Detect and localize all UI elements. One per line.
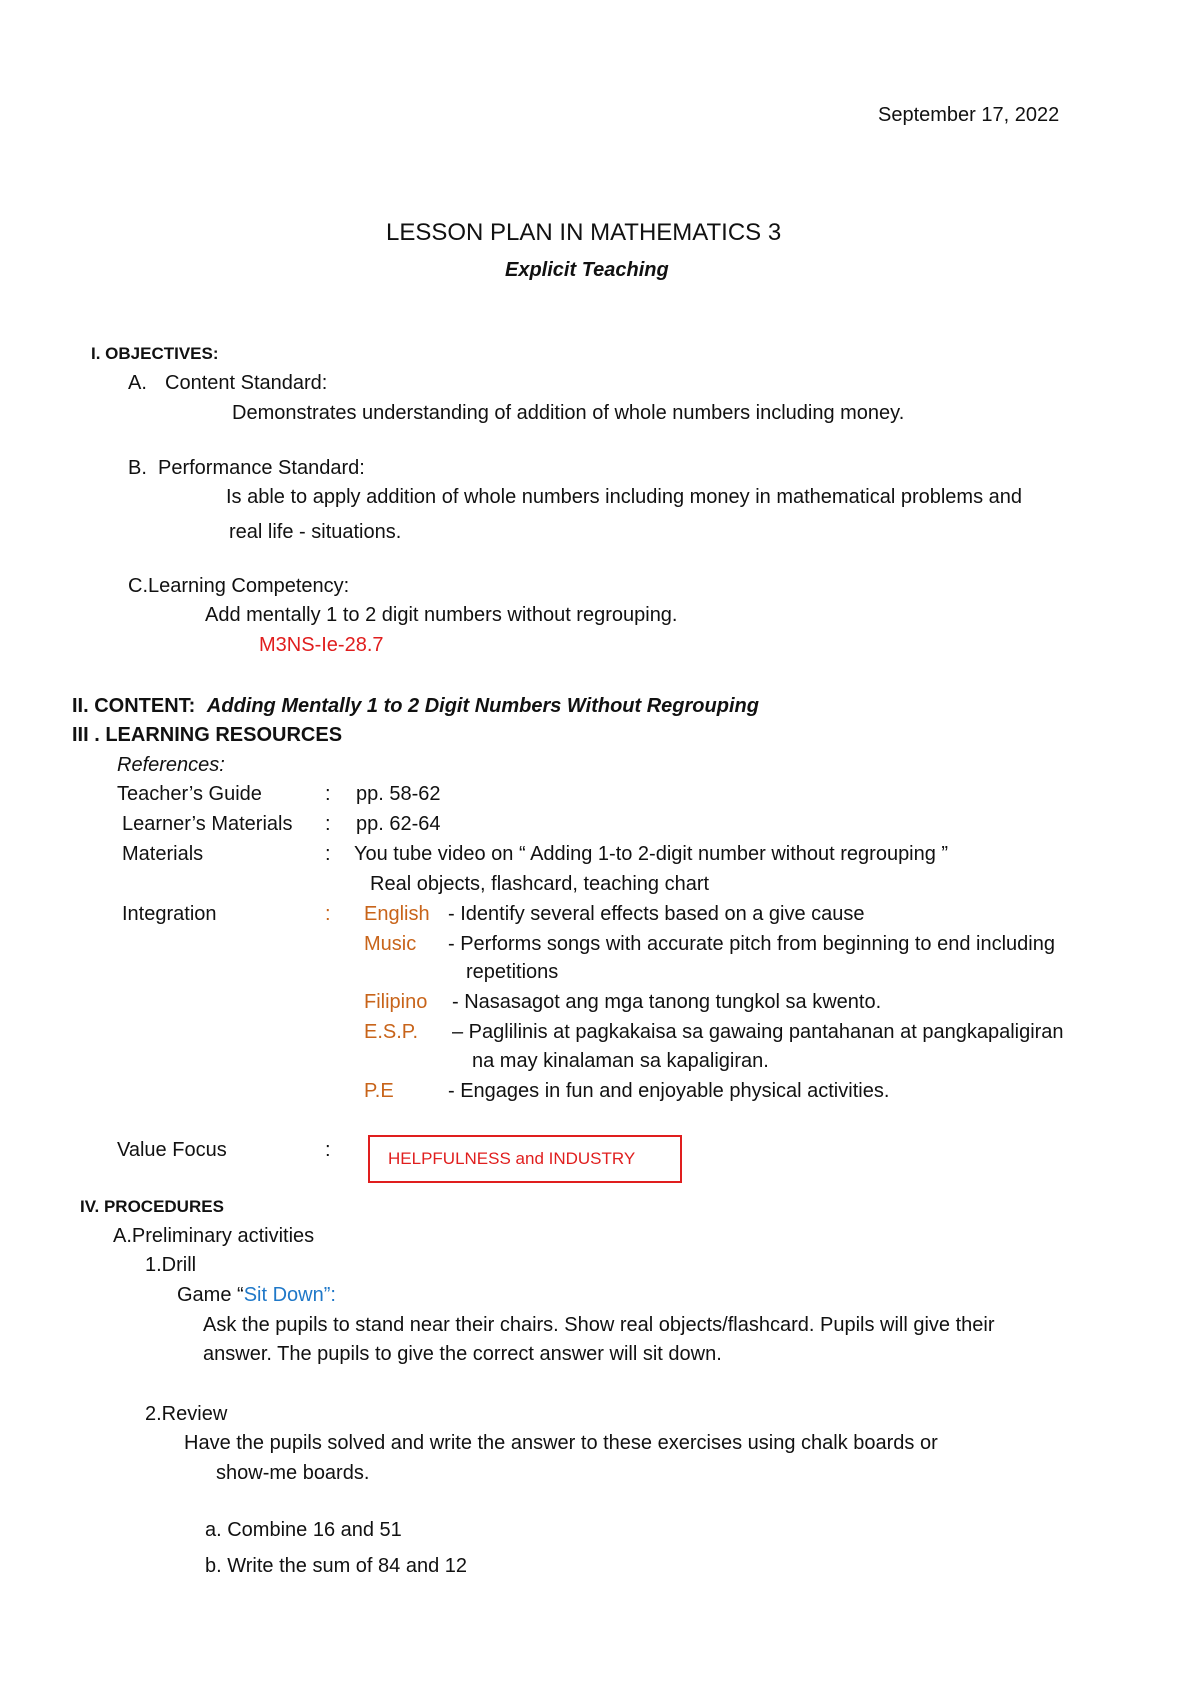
review-title: 2.Review — [145, 1403, 228, 1425]
integration-esp-subject: E.S.P. — [364, 1021, 419, 1043]
integration-filipino-text: - Nasasagot ang mga tanong tungkol sa kwento. — [452, 991, 882, 1013]
resources-heading: III . LEARNING RESOURCES — [72, 724, 343, 746]
page-title: LESSON PLAN IN MATHEMATICS 3 — [386, 219, 782, 246]
integration-pe-text: - Engages in fun and enjoyable physical activities. — [448, 1080, 890, 1102]
integration-music-subject: Music — [364, 933, 417, 955]
review-text-2: show-me boards. — [216, 1462, 370, 1484]
content-standard-text: Demonstrates understanding of addition of whole numbers including money. — [232, 402, 905, 424]
game-line — [177, 1283, 336, 1307]
review-item-b: b. Write the sum of 84 and 12 — [205, 1555, 468, 1577]
integration-esp-text: – Paglilinis at pagkakaisa sa gawaing pantahanan at pangkapaligiran — [452, 1021, 1064, 1043]
content-heading: II. CONTENT: — [72, 695, 196, 717]
page-subtitle: Explicit Teaching — [505, 259, 669, 281]
value-focus-colon: : — [325, 1139, 331, 1161]
value-focus-box — [368, 1135, 682, 1183]
learning-competency-text: Add mentally 1 to 2 digit numbers without regrouping. — [205, 604, 678, 626]
objectives-heading: I. OBJECTIVES: — [91, 344, 219, 363]
review-item-a: a. Combine 16 and 51 — [205, 1519, 402, 1541]
teachers-guide-colon: : — [325, 783, 331, 805]
procedures-heading: IV. PROCEDURES — [80, 1197, 224, 1216]
preliminary-activities-title: A.Preliminary activities — [113, 1225, 315, 1247]
value-focus-text: HELPFULNESS and INDUSTRY — [388, 1149, 636, 1168]
content-standard-label: A. — [128, 372, 147, 394]
learners-materials-colon: : — [325, 813, 331, 835]
integration-music-text-cont: repetitions — [466, 961, 559, 983]
learners-materials-label: Learner’s Materials — [122, 813, 293, 835]
review-text-1: Have the pupils solved and write the answer to these exercises using chalk boards or — [184, 1432, 938, 1454]
value-focus-label: Value Focus — [117, 1139, 227, 1161]
learners-materials-value: pp. 62-64 — [356, 813, 441, 835]
teachers-guide-label: Teacher’s Guide — [117, 783, 262, 805]
integration-pe-subject: P.E — [364, 1080, 394, 1102]
performance-standard-text-1: Is able to apply addition of whole numbers including money in mathematical problems and — [226, 486, 1023, 508]
document-date: September 17, 2022 — [878, 104, 1060, 126]
content-topic: Adding Mentally 1 to 2 Digit Numbers Without Regrouping — [206, 695, 759, 717]
learning-competency-title: C.Learning Competency: — [128, 575, 350, 597]
integration-esp-text-cont: na may kinalaman sa kapaligiran. — [472, 1050, 769, 1072]
integration-colon: : — [325, 903, 331, 925]
integration-filipino-subject: Filipino — [364, 991, 428, 1013]
drill-text-1: Ask the pupils to stand near their chairs. Show real objects/flashcard. Pupils will give their — [203, 1314, 995, 1336]
references-label: References: — [117, 754, 225, 776]
materials-colon: : — [325, 843, 331, 865]
performance-standard-text-2: real life - situations. — [229, 521, 402, 543]
integration-music-text: - Performs songs with accurate pitch from beginning to end including — [448, 933, 1055, 955]
teachers-guide-value: pp. 58-62 — [356, 783, 441, 805]
integration-label: Integration — [122, 903, 217, 925]
game-suffix: ”: — [323, 1284, 336, 1306]
materials-extra: Real objects, flashcard, teaching chart — [370, 873, 710, 895]
performance-standard-title: Performance Standard: — [158, 457, 365, 479]
materials-value: You tube video on “ Adding 1-to 2-digit number without regrouping ” — [354, 843, 949, 865]
integration-english-subject: English — [364, 903, 430, 925]
game-name: Sit Down — [243, 1284, 324, 1306]
learning-competency-code: M3NS-Ie-28.7 — [259, 634, 384, 656]
integration-english-text: - Identify several effects based on a give cause — [448, 903, 865, 925]
materials-label: Materials — [122, 843, 204, 865]
game-prefix: Game “ — [177, 1284, 244, 1306]
content-section — [72, 694, 759, 718]
content-standard-title: Content Standard: — [165, 372, 328, 394]
drill-title: 1.Drill — [145, 1254, 197, 1276]
drill-text-2: answer. The pupils to give the correct answer will sit down. — [203, 1343, 722, 1365]
performance-standard-label: B. — [128, 457, 147, 479]
